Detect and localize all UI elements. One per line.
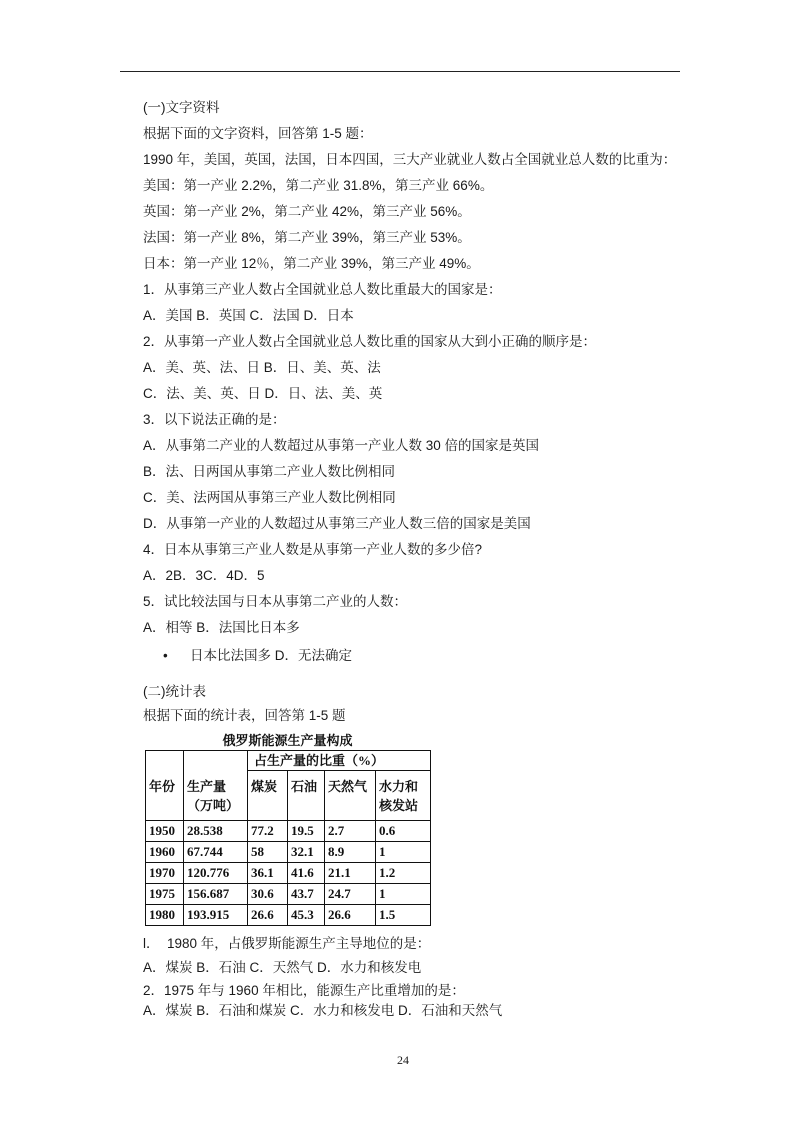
country-line-france: 法国：第一产业 8%，第二产业 39%，第三产业 53%。 <box>143 230 471 245</box>
question-5-options-cd: 日本比法国多 D．无法确定 <box>190 648 352 663</box>
question-4-options: A．2B．3C．4D．5 <box>143 568 265 583</box>
col-hydro-nuclear-header <box>376 771 431 821</box>
question-1-stem: 1．从事第三产业人数占全国就业总人数比重最大的国家是： <box>143 282 502 297</box>
header-rule <box>120 71 680 72</box>
question-4-stem: 4．日本从事第三产业人数是从事第一产业人数的多少倍? <box>143 542 483 557</box>
question-5-stem: 5．试比较法国与日本从事第二产业的人数： <box>143 594 408 609</box>
col-output-label: 生产量 <box>187 779 227 794</box>
cell-coal: 26.6 <box>248 905 288 926</box>
cell-oil: 32.1 <box>288 842 325 863</box>
cell-hydro-nuclear: 1 <box>376 884 431 905</box>
col-gas-header: 天然气 <box>325 771 376 821</box>
cell-output: 120.776 <box>184 863 248 884</box>
table-row <box>146 863 431 884</box>
cell-output: 156.687 <box>184 884 248 905</box>
page-number: 24 <box>397 1053 409 1067</box>
country-line-usa: 美国：第一产业 2.2%，第二产业 31.8%，第三产业 66%。 <box>143 178 494 193</box>
col-output-header <box>184 751 248 821</box>
cell-coal: 77.2 <box>248 821 288 842</box>
cell-coal: 58 <box>248 842 288 863</box>
table-row <box>146 842 431 863</box>
energy-production-table <box>145 750 431 926</box>
question-5-options-ab: A．相等 B．法国比日本多 <box>143 620 300 635</box>
cell-year: 1960 <box>146 842 184 863</box>
question-3-option-d: D．从事第一产业的人数超过从事第三产业人数三倍的国家是美国 <box>143 516 531 531</box>
section1-intro: 根据下面的文字资料，回答第 1-5 题： <box>143 126 373 141</box>
col-output-unit: （万吨） <box>187 798 240 813</box>
question-2-options-cd: C．法、美、英、日 D．日、法、美、英 <box>143 386 383 401</box>
table-header-row <box>146 751 431 771</box>
cell-output: 67.744 <box>184 842 248 863</box>
question-3-option-a: A．从事第二产业的人数超过从事第一产业人数 30 倍的国家是英国 <box>143 438 540 453</box>
cell-gas: 24.7 <box>325 884 376 905</box>
cell-hydro-nuclear: 1 <box>376 842 431 863</box>
section1-context: 1990 年，美国，英国，法国，日本四国，三大产业就业人数占全国就业总人数的比重为： <box>143 152 677 167</box>
col-year-header: 年份 <box>146 751 184 821</box>
bullet-marker: • <box>163 648 168 663</box>
question-3-option-c: C．美、法两国从事第三产业人数比例相同 <box>143 490 396 505</box>
cell-hydro-nuclear: 1.5 <box>376 905 431 926</box>
cell-gas: 26.6 <box>325 905 376 926</box>
question-2-options-ab: A．美、英、法、日 B．日、美、英、法 <box>143 360 381 375</box>
cell-year: 1975 <box>146 884 184 905</box>
cell-output: 28.538 <box>184 821 248 842</box>
question-3-stem: 3．以下说法正确的是： <box>143 412 286 427</box>
cell-gas: 8.9 <box>325 842 376 863</box>
section2-intro: 根据下面的统计表，回答第 1-5 题 <box>143 708 346 723</box>
table-question-2-stem: 2．1975 年与 1960 年相比，能源生产比重增加的是： <box>143 983 465 998</box>
section1-heading: (一)文字资料 <box>143 100 220 115</box>
table-row <box>146 905 431 926</box>
share-group-header: 占生产量的比重（%） <box>248 751 431 771</box>
cell-coal: 30.6 <box>248 884 288 905</box>
col-hydro-nuclear-label: 水力和核发站 <box>379 779 419 813</box>
cell-year: 1970 <box>146 863 184 884</box>
cell-year: 1980 <box>146 905 184 926</box>
section2-heading: (二)统计表 <box>143 684 206 699</box>
cell-oil: 45.3 <box>288 905 325 926</box>
question-1-options: A．美国 B．英国 C．法国 D．日本 <box>143 308 354 323</box>
cell-output: 193.915 <box>184 905 248 926</box>
table-question-1-options: A．煤炭 B．石油 C．天然气 D．水力和核发电 <box>143 960 422 975</box>
table-question-1-stem: l． 1980 年，占俄罗斯能源生产主导地位的是： <box>143 936 431 951</box>
col-coal-header: 煤炭 <box>248 771 288 821</box>
table-row <box>146 821 431 842</box>
cell-gas: 2.7 <box>325 821 376 842</box>
table-title: 俄罗斯能源生产量构成 <box>222 733 353 748</box>
question-3-option-b: B．法、日两国从事第二产业人数比例相同 <box>143 464 396 479</box>
cell-coal: 36.1 <box>248 863 288 884</box>
country-line-uk: 英国：第一产业 2%，第二产业 42%，第三产业 56%。 <box>143 204 471 219</box>
cell-year: 1950 <box>146 821 184 842</box>
cell-gas: 21.1 <box>325 863 376 884</box>
country-line-japan: 日本：第一产业 12％，第二产业 39%，第三产业 49%。 <box>143 256 480 271</box>
table-row <box>146 884 431 905</box>
col-oil-header: 石油 <box>288 771 325 821</box>
cell-hydro-nuclear: 0.6 <box>376 821 431 842</box>
table-question-2-options: A．煤炭 B．石油和煤炭 C．水力和核发电 D．石油和天然气 <box>143 1003 503 1018</box>
cell-oil: 19.5 <box>288 821 325 842</box>
question-2-stem: 2．从事第一产业人数占全国就业总人数比重的国家从大到小正确的顺序是： <box>143 334 597 349</box>
cell-hydro-nuclear: 1.2 <box>376 863 431 884</box>
cell-oil: 43.7 <box>288 884 325 905</box>
cell-oil: 41.6 <box>288 863 325 884</box>
